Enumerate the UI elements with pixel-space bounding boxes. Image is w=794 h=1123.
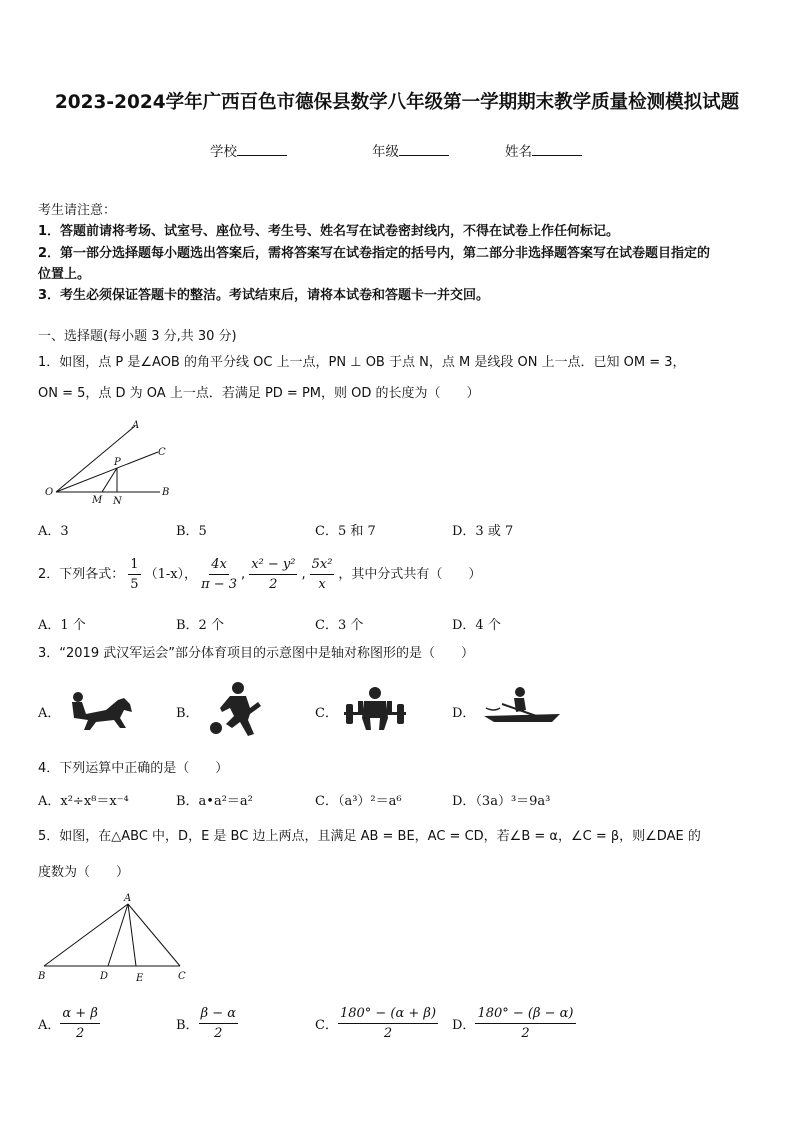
q5-option-a[interactable]: A． $\frac{\alpha + \beta}{2}$: [38, 1005, 98, 1041]
q5-stem-line1: 5．如图，在△ABC 中，D，E 是 BC 边上两点，且满足 AB = BE，AC = CD，若∠B = α，∠C = β，则∠DAE 的: [38, 829, 701, 844]
q5-option-b[interactable]: B． $\frac{\beta - \alpha}{2}$: [176, 1005, 237, 1041]
q2-stem: 2．下列各式： $\frac{1}{5}$ （1-x）， $\frac{4x}{\pi - 3}$ , $\frac{\text{x² − y²}}{2}$ , $\frac{\text{5x²}}{x}$ ，其中分式共有（ ）: [38, 556, 482, 592]
q1-option-a[interactable]: A．3: [38, 524, 69, 539]
weightlifter-icon[interactable]: [342, 686, 408, 732]
q4-option-a[interactable]: A．x²÷x⁸＝x⁻⁴: [38, 794, 129, 809]
q3-option-c-label[interactable]: C．: [315, 706, 338, 721]
label-p: P: [114, 457, 121, 468]
q2-fraction-3: $\frac{\text{x² − y²}}{2}$: [251, 556, 296, 592]
q5-option-c[interactable]: C． $\frac{180^\circ - (\alpha + \beta)}{2}$: [315, 1005, 437, 1041]
label-e: E: [136, 973, 144, 984]
label-m: M: [92, 495, 103, 506]
q3-stem: 3．“2019 武汉军运会”部分体育项目的示意图中是轴对称图形的是（ ）: [38, 646, 474, 661]
ray-oa: [56, 426, 135, 492]
q3-option-d-label[interactable]: D．: [452, 706, 476, 721]
segment-pm: [102, 468, 117, 492]
label-b: B: [38, 971, 46, 982]
q3-option-a-label[interactable]: A．: [38, 706, 61, 721]
page-title: 2023-2024学年广西百色市德保县数学八年级第一学期期末教学质量检测模拟试题: [54, 92, 740, 113]
q1-option-c[interactable]: C．5 和 7: [315, 524, 376, 539]
notice-item-1: 1．答题前请将考场、试室号、座位号、考生号、姓名写在试卷密封线内，不得在试卷上作任何标记。: [38, 224, 620, 239]
q3-option-b-label[interactable]: B．: [176, 706, 199, 721]
label-n: N: [113, 496, 122, 507]
grade-field[interactable]: [372, 140, 449, 160]
q5-option-d[interactable]: D． $\frac{180^\circ - (\beta - \alpha)}{2}$: [452, 1005, 574, 1041]
section-heading: 一、选择题(每小题 3 分,共 30 分): [38, 329, 237, 344]
school-blank[interactable]: [237, 143, 287, 156]
q2-fraction-1: $\frac{1}{5}$: [130, 556, 139, 592]
horse-riding-icon[interactable]: [66, 688, 140, 732]
label-d: D: [100, 971, 109, 982]
q1-stem-line2: ON = 5，点 D 为 OA 上一点．若满足 PD = PM，则 OD 的长度为（ ）: [38, 386, 480, 401]
q2-option-a[interactable]: A．1 个: [38, 618, 86, 633]
name-field[interactable]: [505, 140, 582, 160]
label-c: C: [178, 971, 186, 982]
segment-ad: [108, 904, 128, 966]
segment-ac: [128, 904, 180, 966]
name-blank[interactable]: [532, 143, 582, 156]
segment-ae: [128, 904, 136, 966]
q1-figure: [40, 414, 190, 510]
q4-stem: 4．下列运算中正确的是（ ）: [38, 761, 229, 776]
q2-option-b[interactable]: B．2 个: [176, 618, 224, 633]
school-label: 学校: [210, 144, 237, 160]
q1-stem-line1: 1．如图，点 P 是∠AOB 的角平分线 OC 上一点，PN ⊥ OB 于点 N，点 M 是线段 ON 上一点．已知 OM = 3，: [38, 355, 686, 370]
q2-suffix: ，其中分式共有（ ）: [338, 566, 482, 582]
label-b: B: [162, 487, 170, 498]
q5-stem-line2: 度数为（ ）: [38, 865, 130, 880]
segment-ab: [44, 904, 128, 966]
notice-item-2: 2．第一部分选择题每小题选出答案后，需将答案写在试卷指定的括号内，第二部分非选择题答案写在试卷题目指定的: [38, 246, 711, 261]
ray-oc: [56, 452, 158, 492]
q1-option-d[interactable]: D．3 或 7: [452, 524, 514, 539]
label-a: A: [124, 893, 132, 904]
q2-option-d[interactable]: D．4 个: [452, 618, 501, 633]
name-label: 姓名: [505, 144, 532, 160]
grade-label: 年级: [372, 144, 399, 160]
q4-option-d[interactable]: D．（3a）³＝9a³: [452, 794, 551, 809]
q2-f1-tail: （1-x），: [144, 566, 198, 582]
q4-option-b[interactable]: B．a•a²＝a²: [176, 794, 253, 809]
q2-option-c[interactable]: C．3 个: [315, 618, 364, 633]
q2-fraction-4: $\frac{\text{5x²}}{x}$: [311, 556, 333, 592]
label-a: A: [132, 420, 140, 431]
grade-blank[interactable]: [399, 143, 449, 156]
notice-heading: 考生请注意：: [38, 203, 117, 218]
q2-fraction-2: $\frac{4x}{\pi - 3}$: [201, 556, 238, 592]
q5-figure: [32, 890, 196, 986]
q1-option-b[interactable]: B．5: [176, 524, 207, 539]
q4-option-c[interactable]: C．（a³）²＝a⁶: [315, 794, 402, 809]
label-o: O: [45, 487, 54, 498]
q2-prefix: 2．下列各式：: [38, 566, 125, 582]
notice-item-2-cont: 位置上。: [38, 267, 91, 282]
label-c: C: [158, 447, 166, 458]
canoe-rower-icon[interactable]: [480, 684, 564, 730]
soccer-player-icon[interactable]: [204, 680, 264, 738]
school-field[interactable]: [210, 140, 287, 160]
notice-item-3: 3．考生必须保证答题卡的整洁。考试结束后，请将本试卷和答题卡一并交回。: [38, 288, 490, 303]
